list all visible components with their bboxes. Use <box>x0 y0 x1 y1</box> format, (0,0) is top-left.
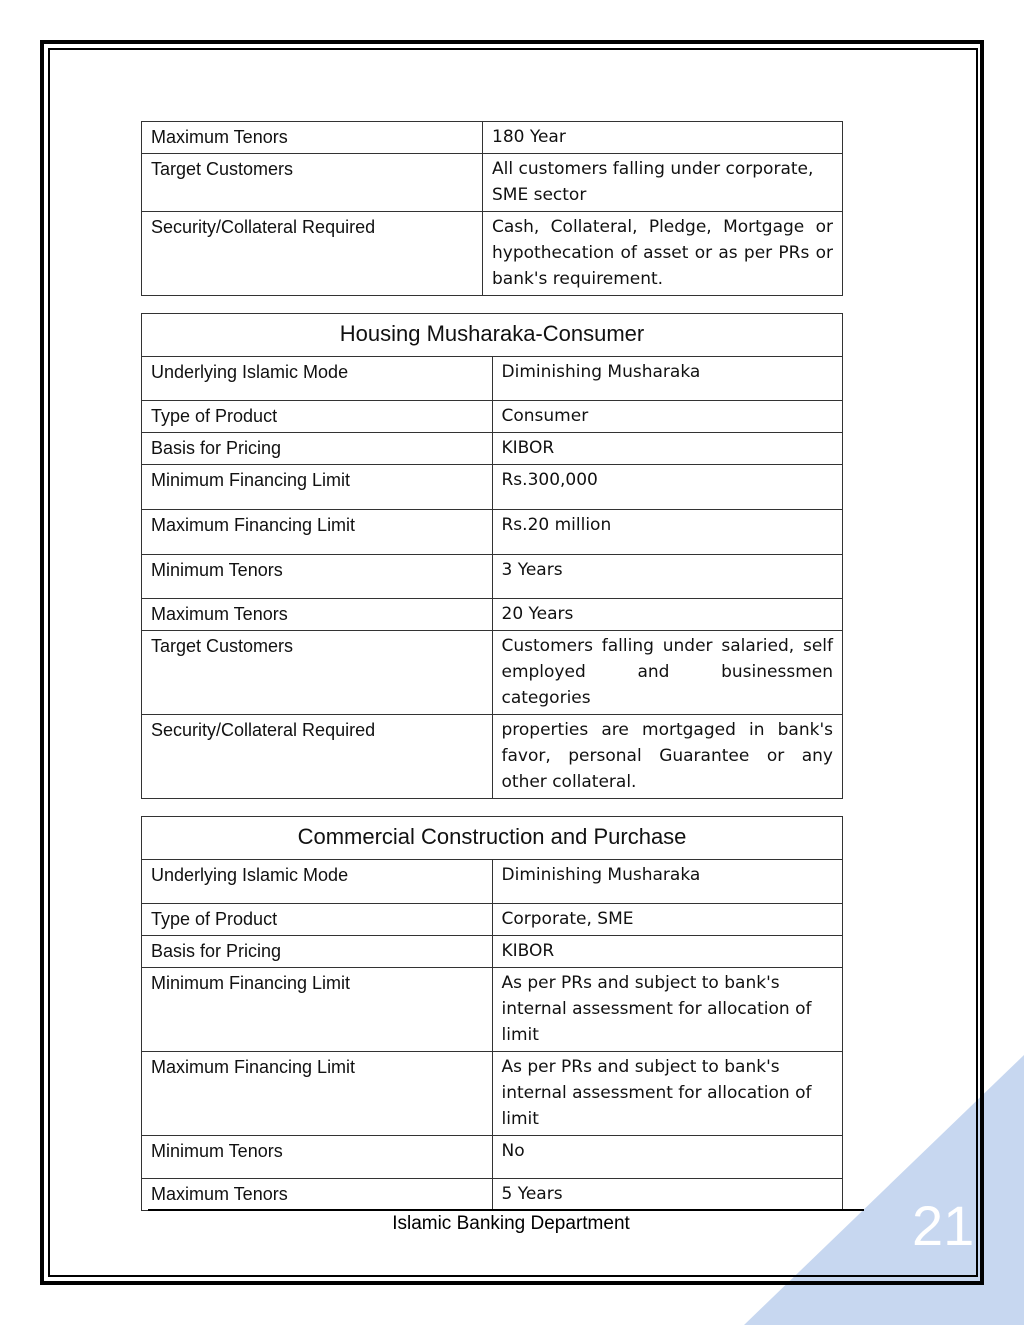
row-value: KIBOR <box>492 433 843 465</box>
table-row <box>142 968 843 1052</box>
row-value: Customers falling under salaried, self employed and businessmen categories <box>492 631 843 715</box>
table-row <box>142 510 843 555</box>
row-label: Type of Product <box>142 904 493 936</box>
row-value: As per PRs and subject to bank's internal assessment for allocation of limit <box>492 968 843 1052</box>
row-label: Target Customers <box>142 631 493 715</box>
row-label: Target Customers <box>142 154 483 212</box>
row-label: Minimum Tenors <box>142 555 493 599</box>
row-value: 20 Years <box>492 599 843 631</box>
row-value: properties are mortgaged in bank's favor, personal Guarantee or any other collateral. <box>492 715 843 799</box>
row-value: Cash, Collateral, Pledge, Mortgage or hypothecation of asset or as per PRs or bank's requirement. <box>483 212 843 296</box>
footer-rule <box>148 1209 864 1211</box>
table-row <box>142 1179 843 1211</box>
row-label: Underlying Islamic Mode <box>142 860 493 904</box>
table-row <box>142 154 843 212</box>
table-row <box>142 357 843 401</box>
row-label: Minimum Tenors <box>142 1136 493 1179</box>
table-header-row <box>142 817 843 860</box>
table-housing-musharaka <box>141 313 843 799</box>
table-row <box>142 212 843 296</box>
row-label: Minimum Financing Limit <box>142 968 493 1052</box>
row-label: Basis for Pricing <box>142 433 493 465</box>
row-value: KIBOR <box>492 936 843 968</box>
row-label: Underlying Islamic Mode <box>142 357 493 401</box>
table-title: Commercial Construction and Purchase <box>142 817 843 860</box>
table-row <box>142 715 843 799</box>
row-label: Maximum Tenors <box>142 1179 493 1211</box>
table-row <box>142 1136 843 1179</box>
table-row <box>142 401 843 433</box>
row-value: 5 Years <box>492 1179 843 1211</box>
row-label: Security/Collateral Required <box>142 212 483 296</box>
table-commercial-construction <box>141 816 843 1211</box>
row-value: 180 Year <box>483 122 843 154</box>
row-value: 3 Years <box>492 555 843 599</box>
table-row <box>142 433 843 465</box>
table-header-row <box>142 314 843 357</box>
table-continued-spec <box>141 121 843 296</box>
row-label: Maximum Financing Limit <box>142 1052 493 1136</box>
table-row <box>142 936 843 968</box>
row-label: Minimum Financing Limit <box>142 465 493 510</box>
row-label: Security/Collateral Required <box>142 715 493 799</box>
table-row <box>142 122 843 154</box>
table-row <box>142 860 843 904</box>
row-value: Diminishing Musharaka <box>492 357 843 401</box>
row-value: Corporate, SME <box>492 904 843 936</box>
table-row <box>142 599 843 631</box>
row-value: All customers falling under corporate, SME sector <box>483 154 843 212</box>
row-label: Maximum Tenors <box>142 599 493 631</box>
row-label: Maximum Tenors <box>142 122 483 154</box>
row-label: Type of Product <box>142 401 493 433</box>
row-value: No <box>492 1136 843 1179</box>
page-number: 21 <box>912 1194 975 1257</box>
table-row <box>142 631 843 715</box>
table-row <box>142 1052 843 1136</box>
row-value: Rs.20 million <box>492 510 843 555</box>
row-value: Diminishing Musharaka <box>492 860 843 904</box>
row-value: Rs.300,000 <box>492 465 843 510</box>
table-row <box>142 465 843 510</box>
row-label: Basis for Pricing <box>142 936 493 968</box>
row-value: Consumer <box>492 401 843 433</box>
row-label: Maximum Financing Limit <box>142 510 493 555</box>
row-value: As per PRs and subject to bank's internal assessment for allocation of limit <box>492 1052 843 1136</box>
table-row <box>142 555 843 599</box>
footer-department: Islamic Banking Department <box>392 1213 630 1234</box>
table-title: Housing Musharaka-Consumer <box>142 314 843 357</box>
table-row <box>142 904 843 936</box>
